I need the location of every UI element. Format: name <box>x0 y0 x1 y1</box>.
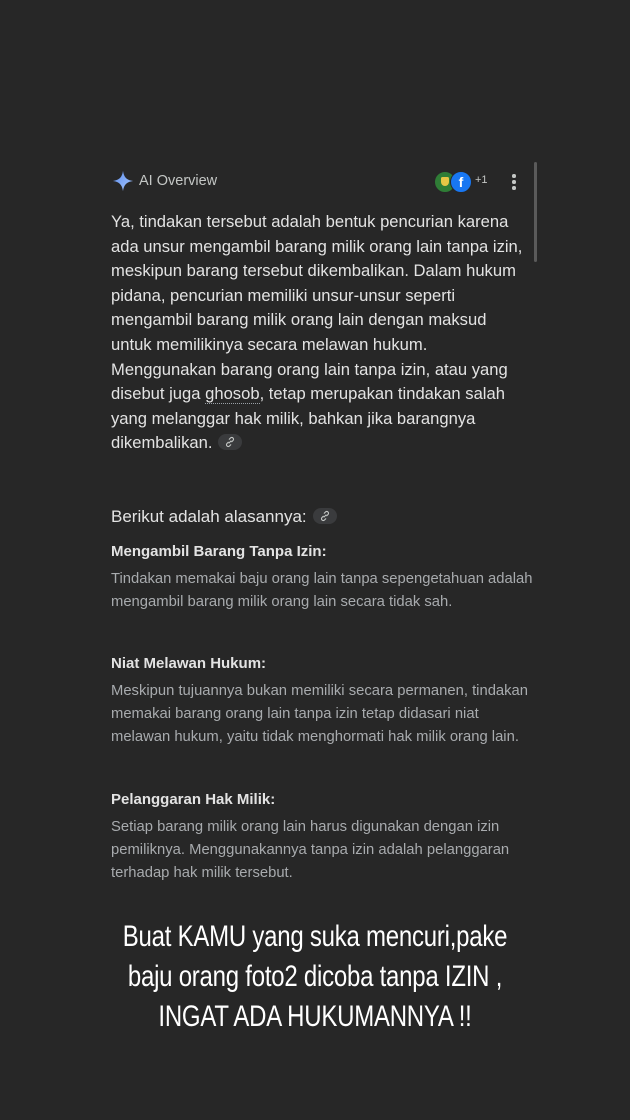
reason-body: Meskipun tujuannya bukan memiliki secara permanen, tindakan memakai barang orang lain tanpa izin tetap didasari niat melawan hukum, yaitu tidak menghormati hak milik orang lain. <box>111 683 529 745</box>
ai-overview-header <box>112 170 522 194</box>
gemini-sparkle-icon <box>112 170 134 192</box>
reason-heading: Niat Melawan Hukum: <box>111 655 267 672</box>
reason-body: Tindakan memakai baju orang lain tanpa sepengetahuan adalah mengambil barang milik orang lain secara tidak sah. <box>111 571 533 610</box>
story-caption <box>63 917 567 1037</box>
more-vert-icon[interactable] <box>507 172 521 192</box>
sources-count: +1 <box>475 174 488 186</box>
reason-heading: Pelanggaran Hak Milik: <box>111 791 276 808</box>
reasons-title <box>111 507 337 527</box>
paragraph-text-after: , tetap merupakan tindakan salah yang melanggar hak milik, bahkan jika barangnya dikembalikan. <box>111 384 505 453</box>
caption-line: baju orang foto2 dicoba tanpa IZIN , <box>127 960 503 993</box>
reason-body: Setiap barang milik orang lain harus digunakan dengan izin pemiliknya. Menggunakannya tanpa izin adalah pelanggaran terhadap hak milik tersebut. <box>111 819 510 881</box>
ai-overview-card <box>0 150 630 890</box>
paragraph-text-before: Ya, tindakan tersebut adalah bentuk pencurian karena ada unsur mengambil barang milik orang lain tanpa izin, meskipun barang tersebut dikembalikan. Dalam hukum pidana, pencurian memiliki unsur-unsur seperti mengambil barang milik orang lain dengan maksud untuk memilikinya secara melawan hukum. Menggunakan barang orang lain tanpa izin, atau yang disebut juga <box>111 212 523 404</box>
caption-line: INGAT ADA HUKUMANNYA !! <box>158 1000 472 1033</box>
glossary-term[interactable]: ghosob <box>205 384 260 404</box>
scrollbar[interactable] <box>534 162 537 262</box>
link-icon[interactable] <box>313 508 337 524</box>
overview-paragraph <box>111 210 531 456</box>
reason-heading: Mengambil Barang Tanpa Izin: <box>111 543 327 560</box>
caption-line: Buat KAMU yang suka mencuri,pake <box>122 920 508 953</box>
link-icon[interactable] <box>218 434 242 450</box>
facebook-icon: f <box>450 171 472 193</box>
source-avatars[interactable] <box>434 170 504 194</box>
reasons-title-text: Berikut adalah alasannya: <box>111 507 307 526</box>
ai-overview-label: AI Overview <box>139 173 218 189</box>
